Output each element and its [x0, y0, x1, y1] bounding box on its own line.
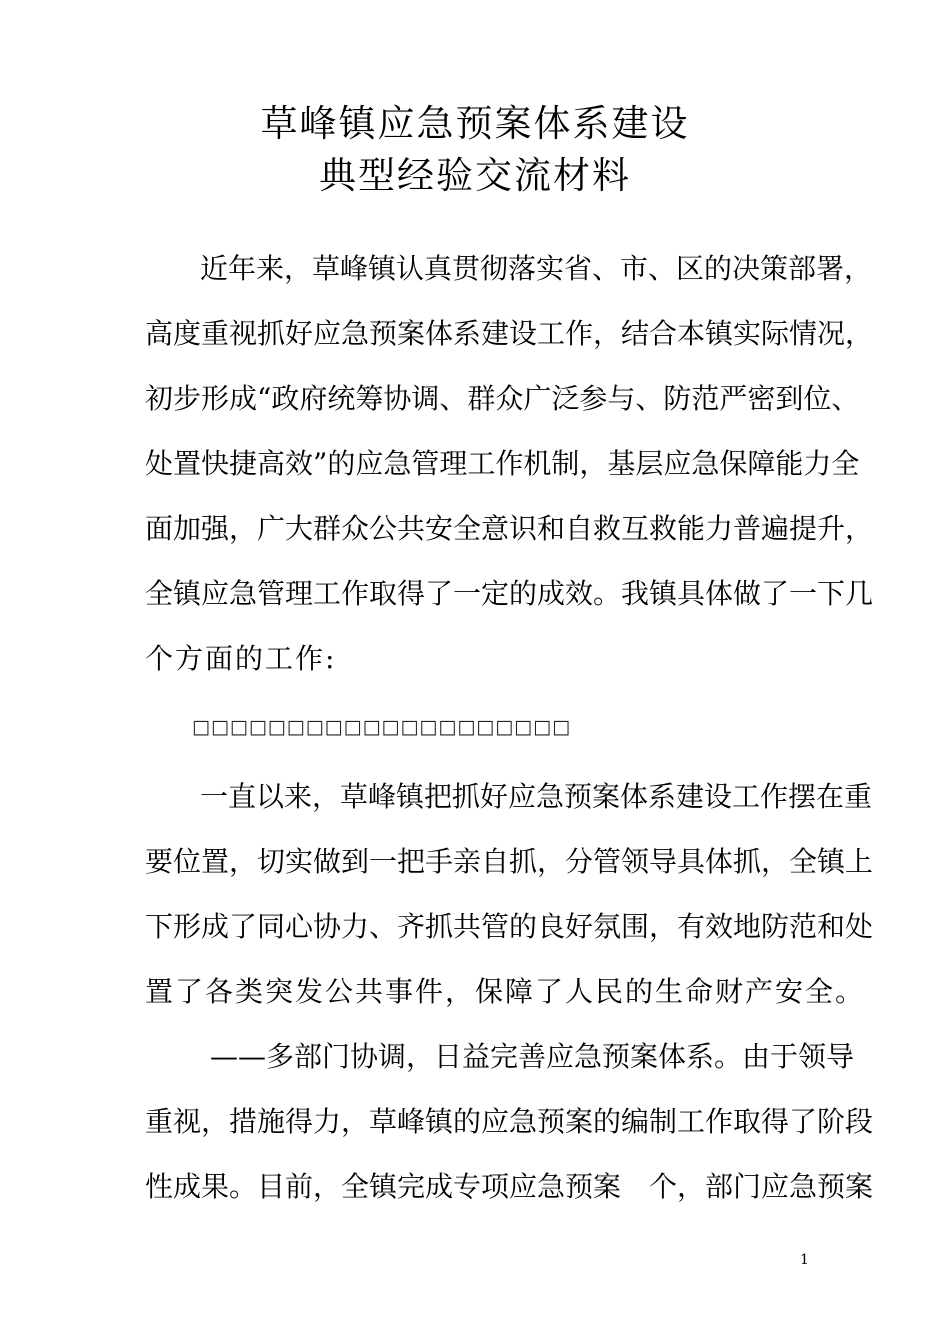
paragraph-line: 全镇应急管理工作取得了一定的成效。我镇具体做了一下几: [145, 577, 874, 610]
paragraph-line: 初步形成“政府统筹协调、群众广泛参与、防范严密到位、: [145, 382, 860, 415]
paragraph-line: 置了各类突发公共事件，保障了人民的生命财产安全。: [145, 975, 866, 1008]
section-heading-garbled: □□□□□□□□□□□□□□□□□□□□: [192, 716, 572, 738]
page-number: 1: [800, 1252, 809, 1268]
paragraph-line: 高度重视抓好应急预案体系建设工作，结合本镇实际情况，: [145, 317, 874, 350]
paragraph-line: 要位置，切实做到一把手亲自抓，分管领导具体抓，全镇上: [145, 845, 874, 878]
paragraph-line: 个方面的工作:: [145, 642, 337, 675]
paragraph-line: 处置快捷高效”的应急管理工作机制，基层应急保障能力全: [145, 447, 860, 480]
document-title-line-2: 典型经验交流材料: [319, 154, 631, 197]
paragraph-line: 面加强，广大群众公共安全意识和自救互救能力普遍提升，: [145, 512, 874, 545]
paragraph-line: 性成果。目前，全镇完成专项应急预案 个，部门应急预案: [145, 1170, 874, 1203]
paragraph-line: 下形成了同心协力、齐抓共管的良好氛围，有效地防范和处: [145, 910, 874, 943]
paragraph-line: 一直以来，草峰镇把抓好应急预案体系建设工作摆在重: [200, 780, 873, 813]
paragraph-line: 重视，措施得力，草峰镇的应急预案的编制工作取得了阶段: [145, 1105, 874, 1138]
paragraph-line: 近年来，草峰镇认真贯彻落实省、市、区的决策部署，: [200, 252, 873, 285]
document-title-line-1: 草峰镇应急预案体系建设: [260, 102, 690, 145]
paragraph-line: ——多部门协调，日益完善应急预案体系。由于领导: [210, 1040, 855, 1073]
